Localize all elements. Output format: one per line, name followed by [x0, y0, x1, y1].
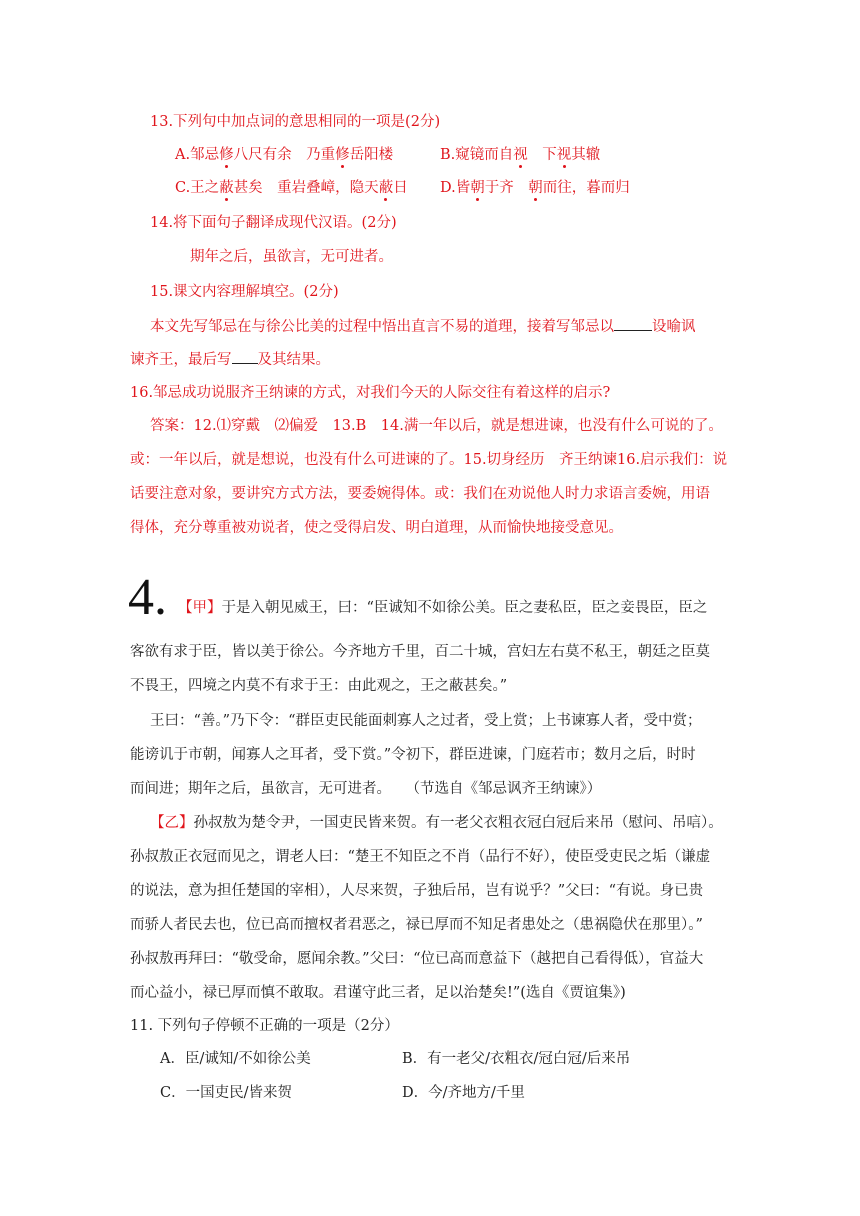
jia-line-3: 不畏王，四境之内莫不有求于王：由此观之，王之蔽甚矣。” [130, 678, 508, 694]
jia-line-5: 能谤讥于市朝，闻寡人之耳者，受下赏。”令初下，群臣进谏，门庭若市；数月之后，时时 [130, 747, 696, 763]
option-text: 而往，暮而归 [542, 180, 630, 196]
q14-sentence: 期年之后，虽欲言，无可进者。 [190, 249, 393, 265]
jia-line-2: 客欲有求于臣，皆以美于徐公。今齐地方千里，百二十城，宫妇左右莫不私王，朝廷之臣莫 [130, 644, 710, 660]
option-text: 岳阳楼 [349, 147, 394, 163]
jia-line-1 [178, 598, 707, 618]
yi-line-2: 孙叔敖正衣冠而见之，谓老人曰：“楚王不知臣之不肖（品行不好），使臣受吏民之垢（谦虚 [130, 849, 711, 865]
q14-stem: 14.将下面句子翻译成现代汉语。(2分) [150, 215, 397, 231]
answer-line-4: 得体，充分尊重被劝说者，使之受得启发、明白道理，从而愉快地接受意见。 [130, 520, 623, 536]
option-text: 八尺有余 乃重 [233, 147, 336, 163]
option-text: 甚矣 重岩叠嶂，隐天 [233, 180, 379, 196]
q11-option-b: B．有一老父/衣粗衣/冠白冠/后来吊 [402, 1051, 631, 1067]
option-text: C.王之 [175, 180, 220, 196]
yi-line-4: 而骄人者民去也，位已高而擅权者君恶之，禄已厚而不知足者患处之（患祸隐伏在那里）。” [130, 917, 703, 933]
jia-text: 于是入朝见威王，曰：“臣诚知不如徐公美。臣之妻私臣，臣之妾畏臣，臣之 [221, 600, 708, 616]
jia-line-6: 而间进；期年之后，虽欲言，无可进者。 （节选自《邹忌讽齐王纳谏》） [130, 781, 602, 797]
fill-blank [232, 349, 258, 364]
fill-text: 谏齐王，最后写 [130, 352, 232, 368]
q13-option-c [175, 178, 408, 198]
q11-option-d: D．今/齐地方/千里 [402, 1085, 525, 1101]
yi-line-3: 的说法，意为担任楚国的宰相），人尽来贺，子独后吊，岂有说乎？”父曰：“有说。身已贵 [130, 883, 704, 899]
q15-line2 [130, 349, 330, 370]
dotted-word: 视 [556, 147, 572, 163]
option-text: 下 [527, 147, 557, 163]
option-text: 其辙 [571, 147, 601, 163]
yi-tag: 【乙】 [150, 815, 194, 831]
dotted-word: 蔽 [378, 180, 394, 196]
q15-stem: 15.课文内容理解填空。(2分) [150, 284, 339, 300]
q13-stem: 13.下列句中加点词的意思相同的一项是(2分) [150, 114, 441, 130]
jia-line-4: 王曰：“善。”乃下令：“群臣吏民能面刺寡人之过者，受上赏；上书谏寡人者，受中赏； [150, 713, 702, 729]
fill-text: 本文先写邹忌在与徐公比美的过程中悟出直言不易的道理，接着写邹忌以 [150, 319, 614, 335]
dotted-word: 修 [219, 147, 234, 163]
option-text: D.皆 [440, 180, 471, 196]
section-number: 4. [128, 569, 167, 626]
q16-stem: 16.邹忌成功说服齐王纳谏的方式，对我们今天的人际交往有着这样的启示? [130, 385, 611, 401]
dotted-word: 视 [513, 147, 528, 163]
q13-option-d [440, 178, 630, 198]
yi-line-6: 而心益小，禄已厚而慎不敢取。君谨守此三者，足以治楚矣!”(选自《贾谊集》) [130, 985, 626, 1001]
q11-option-a: A．臣/诚知/不如徐公美 [160, 1051, 311, 1067]
q11-stem: 11. 下列句子停顿不正确的一项是（2分） [130, 1018, 399, 1034]
dotted-word: 蔽 [219, 180, 234, 196]
yi-line-5: 孙叔敖再拜曰：“敬受命，愿闻余教。”父曰：“位已高而意益下（越把自己看得低），官益大 [130, 951, 704, 967]
answer-line-2: 或：一年以后，就是想说，也没有什么可进谏的了。15.切身经历 齐王纳谏16.启示我们：说 [130, 452, 728, 468]
q11-option-c: C．一国吏民/皆来贺 [160, 1085, 292, 1101]
fill-blank [614, 316, 652, 331]
yi-text: 孙叔敖为楚令尹，一国吏民皆来贺。有一老父衣粗衣冠白冠后来吊（慰问、吊唁）。 [193, 815, 723, 831]
dotted-word: 朝 [470, 180, 485, 196]
option-text: A.邹忌 [175, 147, 220, 163]
yi-line-1 [150, 813, 723, 833]
option-text: 日 [393, 180, 408, 196]
fill-text: 设喻讽 [652, 319, 696, 335]
answer-line-1: 答案：12.⑴穿戴 ⑵偏爱 13.B 14.满一年以后，就是想进谏，也没有什么可说的了。 [150, 418, 723, 434]
dotted-word: 修 [335, 147, 350, 163]
q15-line1 [150, 316, 696, 337]
jia-tag: 【甲】 [178, 600, 222, 616]
option-text: B.窥镜而自 [440, 147, 514, 163]
q13-option-a [175, 145, 393, 165]
dotted-word: 朝 [528, 180, 543, 196]
answer-line-3: 话要注意对象，要讲究方式方法，要委婉得体。或：我们在劝说他人时力求语言委婉，用语 [130, 486, 710, 502]
fill-text: 及其结果。 [257, 352, 330, 368]
option-text: 于齐 [484, 180, 529, 196]
q13-option-b [440, 145, 600, 165]
